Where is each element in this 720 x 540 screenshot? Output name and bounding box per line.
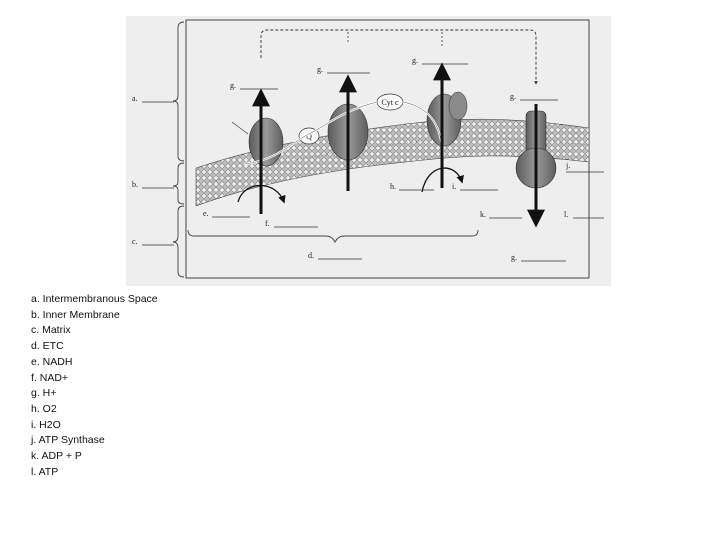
key-item-e: e. NADH — [31, 355, 73, 368]
marker-e: e. — [203, 209, 209, 218]
key-item-h: h. O2 — [31, 402, 57, 415]
q-label: Q — [306, 132, 312, 141]
marker-k: k. — [480, 210, 486, 219]
cytc-label: Cyt c — [381, 98, 399, 107]
marker-g2: g. — [317, 65, 323, 74]
key-item-i: i. H2O — [31, 418, 61, 431]
marker-i: i. — [452, 182, 457, 191]
marker-a: a. — [132, 94, 138, 103]
marker-g1: g. — [230, 81, 236, 90]
marker-g4: g. — [510, 92, 516, 101]
key-item-l: l. ATP — [31, 465, 59, 478]
key-item-d: d. ETC — [31, 340, 64, 353]
etc-diagram — [126, 16, 611, 286]
marker-g3: g. — [412, 56, 418, 65]
key-item-j: j. ATP Synthase — [31, 434, 105, 447]
key-item-g: g. H+ — [31, 387, 57, 400]
marker-f: f. — [265, 219, 270, 228]
key-item-c: c. Matrix — [31, 324, 71, 337]
key-item-k: k. ADP + P — [31, 450, 82, 463]
key-item-b: b. Inner Membrane — [31, 308, 120, 321]
marker-d: d. — [308, 251, 314, 260]
key-item-a: a. Intermembranous Space — [31, 293, 158, 305]
marker-l: l. — [564, 210, 569, 219]
marker-h: h. — [390, 182, 396, 191]
key-item-f: f. NAD+ — [31, 371, 69, 384]
complex-4b — [449, 92, 467, 120]
marker-c: c. — [132, 237, 138, 246]
marker-b: b. — [132, 180, 138, 189]
marker-g5: g. — [511, 253, 517, 262]
answer-key — [31, 292, 158, 480]
marker-j: j. — [566, 161, 571, 170]
